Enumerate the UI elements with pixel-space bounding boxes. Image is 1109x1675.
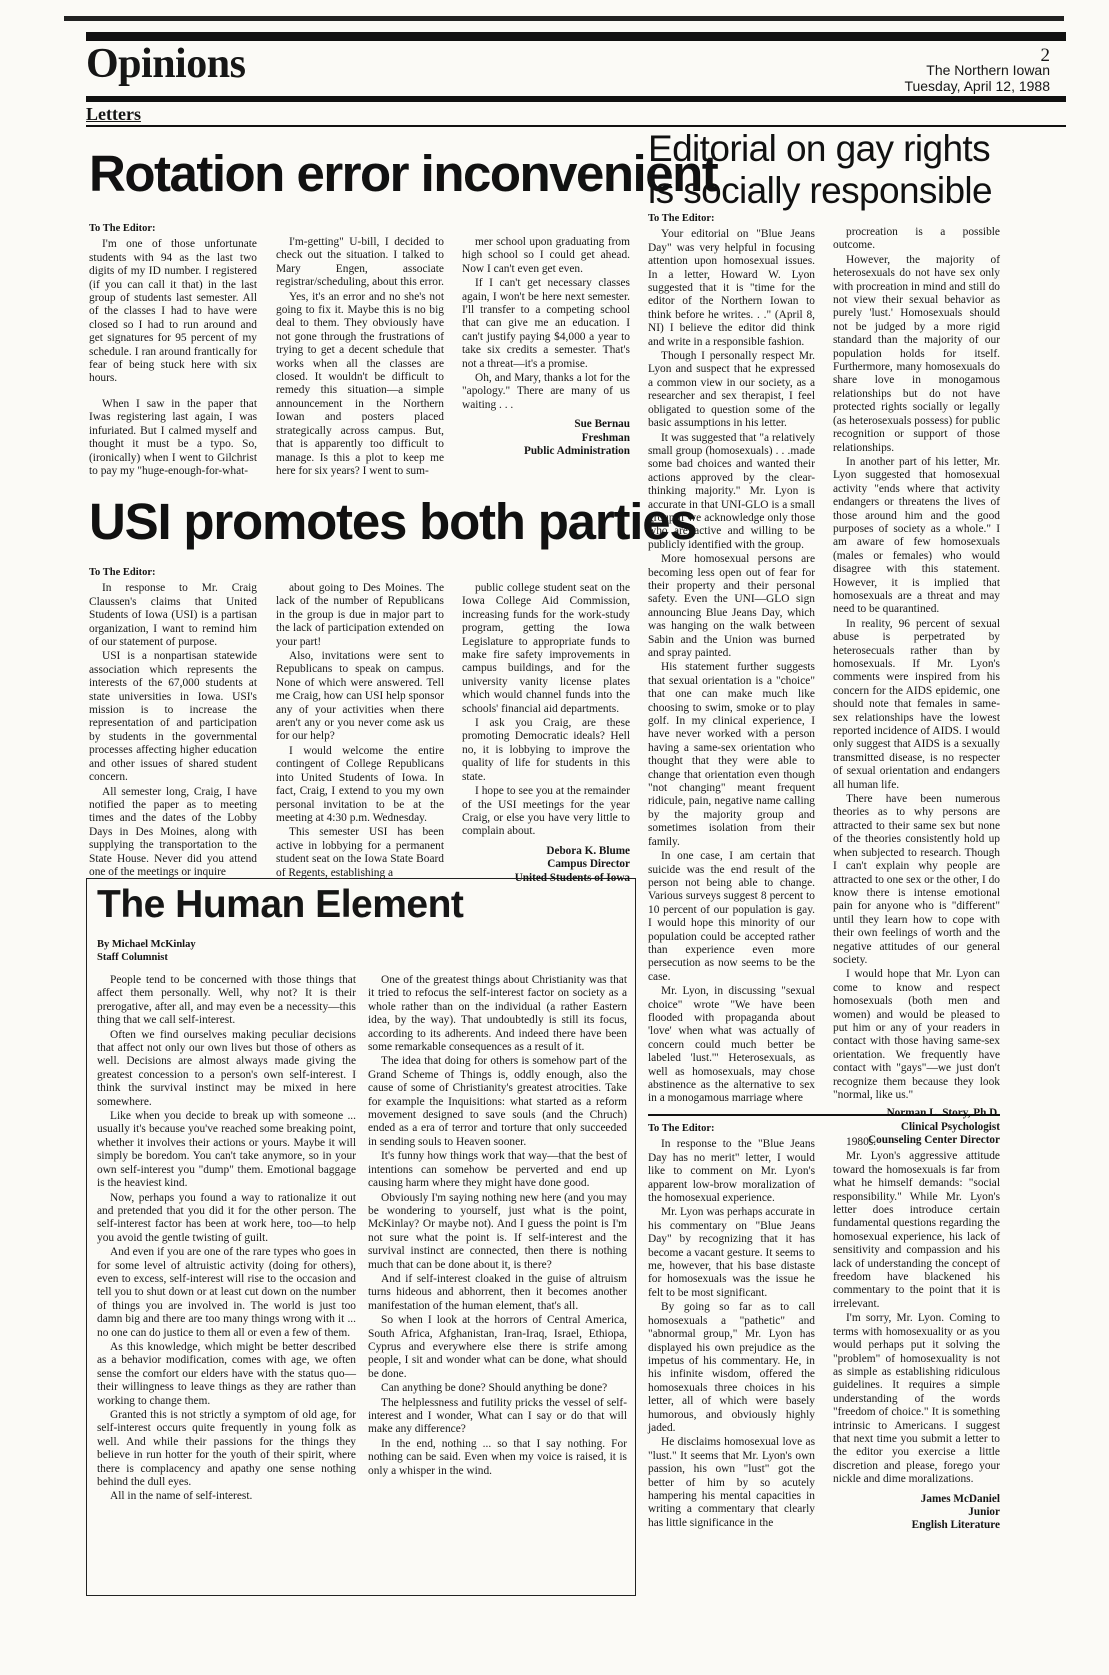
paragraph: Your editorial on "Blue Jeans Day" was very helpful in focusing attention upon homosexual issues. In a letter, Howard W. Lyon suggested that it is "time for the editor of the Northern Iowan to think before he writes. . ." (April 8, NI) I believe the editor did think and write in a responsible fashion. (648, 228, 815, 348)
top-rule (64, 16, 1064, 21)
salutation: To The Editor: (648, 213, 715, 224)
letter-column-3 (462, 582, 630, 884)
paragraph: By going so far as to call homosexuals a "pathetic" and "abnormal group," Mr. Lyon has displayed his own prejudice as the impetus of his commentary. He, in his infinite wisdom, offered the homosexuals three choices in his letter, all of which were basely humorous, and obviously highly jaded. (648, 1301, 815, 1434)
paragraph: Though I personally respect Mr. Lyon and suspect that he expressed a common view in our society, as a researcher and sex therapist, I feel obligated to question some of the basic assumptions in his letter. (648, 350, 815, 430)
paragraph: It's funny how things work that way—that the best of intentions can somehow be perverted and end up causing harm where they might have done good. (368, 1150, 627, 1190)
author-detail: Campus Director (547, 858, 630, 871)
byline-role: Staff Columnist (97, 952, 168, 963)
paragraph: procreation is a possible outcome. (833, 226, 1000, 252)
paragraph: Oh, and Mary, thanks a lot for the "apology." There are many of us waiting . . . (462, 372, 630, 411)
paragraph: The helplessness and futility pricks the vessel of self-interest and I wonder, What can I say or do that will make any difference? (368, 1396, 627, 1436)
paragraph: If I can't get necessary classes again, I won't be here next semester. I'll transfer to a competing school that can give me an education. I can't justify paying $4,000 a year to take six credits a semester. That's not a threat—it's a promise. (462, 277, 630, 370)
headline-line-2: is socially responsible (648, 170, 993, 211)
letter-column-2 (276, 236, 444, 504)
paragraph: Now, perhaps you found a way to rationalize it out and pretended that you did it for the other person. The self-interest factor has been at work here, too—to help you avoid the gentle twisting of guilt. (97, 1191, 356, 1244)
author-name: James McDaniel (920, 1492, 1000, 1505)
paragraph: I'm sorry, Mr. Lyon. Coming to terms with homosexuality or as you would perhaps put it solving the "problem" of homosexuality is not as simple as establishing ridiculous guidelines. It requires a simple understanding of the words "freedom of choice." It is something intrinsic to Americans. I suggest that next time you submit a letter to the editor you exercise a little discretion and please, forego your nickle and dime moralizations. (833, 1312, 1000, 1486)
paragraph: Often we find ourselves making peculiar decisions that affect not only our own lives but those of others as well. Decisions are almost always made giving the greatest concession to a person's own self-interest. I think the survival instinct may be mixed in here somewhere. (97, 1028, 356, 1108)
paragraph: So when I look at the horrors of Central America, South Africa, Afghanistan, Iran-Iraq, Israel, Ethiopa, Cyprus and everywhere else there is strife among people, I sit and wonder what can be done, what should be done. (368, 1314, 627, 1380)
paragraph: 1980s. (846, 1136, 877, 1148)
author-detail: Counseling Center Director (868, 1134, 1000, 1147)
letter-column-2 (833, 1136, 1000, 1604)
salutation: To The Editor: (648, 1123, 715, 1134)
author-detail: Public Administration (524, 445, 630, 458)
paragraph: about going to Des Moines. The lack of the number of Republicans in the group is due in major part to the lack of participation extended on your part! (276, 582, 444, 648)
paragraph: One of the greatest things about Christianity was that it tried to refocus the self-interest factor on society as a whole rather than on the individual (a rather Eastern idea, by the way). That undoubtedly is still its focus, according to its adherents. And indeed there have been some remarkable consequences as a result of it. (368, 974, 627, 1054)
salutation: To The Editor: (89, 567, 156, 578)
paragraph: His statement further suggests that sexual orientation is a "choice" that one can make much like choosing to swim, smoke or to play golf. In my clinical experience, I have never worked with a person having a same-sex orientation who thought that they were able to change that orientation even though "not changing" meant frequent ridicule, pain, negative name calling by the majority group and sometimes isolation from their family. (648, 661, 815, 848)
author-name: Debora K. Blume (546, 844, 630, 857)
column-text-2 (368, 974, 627, 1590)
paragraph: More homosexual persons are becoming less open out of fear for their property and their personal safety. Even the UNI—GLO sign announcing Blue Jeans Day, which was hanging on the walk between Sabin and the Union was burned and spray painted. (648, 553, 815, 659)
headline: Rotation error inconvenient (89, 145, 718, 202)
paragraph: I'm-getting" U-bill, I decided to check out the situation. I talked to Mary Engen, associate registrar/scheduling, about this error. (276, 236, 444, 289)
author-detail: Clinical Psychologist (900, 1120, 1000, 1133)
paragraph: And even if you are one of the rare types who goes in for some level of altruistic activity (doing for others), even to excess, self-interest will rise to the occasion and tell you to shut down or at least cut down on the number of things you are involved in. The world is just too damn big and there are too many things wrong with it ... no one can do justice to them all or even a few of them. (97, 1246, 356, 1339)
paragraph: In reality, 96 percent of sexual abuse is perpetrated by heterosecuals rather than by homosexuals. If Mr. Lyon's comments were inspired from his concern for the AIDS epidemic, one should note that females in same-sex relationships have the lowest reported incidence of AIDS. I would only suggest that AIDS is a sexually transmitted disease, is no respecter of sexual orientation and endangers all human life. (833, 617, 1000, 791)
paragraph: People tend to be concerned with those things that affect them personally. Well, why not? It is their prerogative, after all, and may even be a necessity—this thing that we call self-interest. (97, 974, 356, 1027)
letter-column-1 (648, 212, 815, 1110)
letter-column-1 (89, 222, 257, 504)
paragraph: And if self-interest cloaked in the guise of altruism turns hideous and abhorrent, then it becomes another manifestation of the human element, that's all. (368, 1272, 627, 1312)
column-title: The Human Element (97, 883, 464, 926)
masthead-bottom-rule (86, 96, 1066, 102)
paragraph: mer school upon graduating from high school so I could get ahead. Now I can't even get even. (462, 236, 630, 275)
paragraph: Mr. Lyon was perhaps accurate in his commentary on "Blue Jeans Day" by recognizing that it has become a vacant gesture. It seems to me, however, that his base distaste for homosexuals was the issue he felt to be most significant. (648, 1206, 815, 1299)
paragraph: public college student seat on the Iowa College Aid Commission, increasing funds for the work-study program, getting the Iowa Legislature to appropriate funds to make fire safety improvements in campus buildings, and for the university vanity license plates which would channel funds into the schools' financial aid departments. (462, 582, 630, 715)
paragraph: Also, invitations were sent to Republicans to speak on campus. None of which were answered. Tell me Craig, how can USI help sponsor any of your activities when there aren't any or you never come ask us for our help? (276, 650, 444, 743)
paragraph: There have been numerous theories as to why persons are attracted to their same sex but none of the theories consistently hold up when subjected to research. Though I can't explain why people are attracted to one sex or the other, I do know there is intense emotional pain for anyone who is "different" until they learn how to cope with their own feelings of worth and the negative attitudes of our general society. (833, 793, 1000, 966)
signature (833, 1493, 1000, 1533)
author-detail: English Literature (911, 1519, 1000, 1532)
signature (462, 418, 630, 458)
salutation: To The Editor: (89, 223, 156, 234)
paragraph: However, the majority of heterosexuals do not have sex only with procreation in mind and still do not view their sexual behavior as purely 'lust.' Homosexuals should not be judged by a more rigid standard than the majority of our population holds for itself. Furthermore, many homosexuals do share love in monogamous relationships but do not have protected rights socially or legally (as heterosexuals possess) for public recognition or support of those relationships. (833, 253, 1000, 454)
issue-date: Tuesday, April 12, 1988 (904, 78, 1050, 94)
paper-name: The Northern Iowan (926, 62, 1050, 78)
paragraph: Like when you decide to break up with someone ... usually it's because you've reached some breaking point, whether it involves their actions or yours. Maybe it will simply be boredom. You can't take anymore, so in your own self-interest you "dump" them. Emotional baggage is the heaviest kind. (97, 1110, 356, 1190)
author-detail: United Students of Iowa (514, 871, 630, 884)
author-detail: Junior (968, 1505, 1000, 1518)
paragraph: I would welcome the entire contingent of College Republicans into United Students of Iowa. In fact, Craig, I extend to you my own personal invitation to be at the meeting at 4:30 p.m. Wednesday. (276, 744, 444, 824)
letter-column-1 (648, 1122, 815, 1604)
paragraph: In another part of his letter, Mr. Lyon suggested that homosexual activity "ends where that activity endangers or threatens the lives of those around him and the good purposes of society as a whole." I am aware of few homosexuals (males or females) who would disagree with this statement. However, it is implied that homosexuals are a threat and may need to be quarantined. (833, 455, 1000, 616)
headline-line-1: Editorial on gay rights (648, 128, 990, 169)
paragraph: I would hope that Mr. Lyon can come to know and respect homosexuals (both men and women) and would be pleased to put him or any of your readers in contact with those having same-sex orientation. We frequently have contact with "gays"—we just don't recognize them because they look "normal, like us." (833, 968, 1000, 1101)
letters-rule (86, 125, 1066, 127)
letter-column-2 (276, 582, 444, 879)
headline: USI promotes both parties (89, 493, 697, 550)
paragraph: All semester long, Craig, I have notified the paper as to meeting times and the dates of the Lobby Days in Des Moines, along with supplying the transportation to the State House. Never did you attend one of the meetings or inquire (89, 785, 257, 878)
paragraph: Granted this is not strictly a symptom of old age, for self-interest occurs quite frequently in young folk as well. And while their passions for the things they believe in run hotter for the youth of their spirit, where there is complacency and apathy one sense nothing behind the dull eyes. (97, 1409, 356, 1489)
top-rule-thick (86, 32, 1066, 41)
paragraph: Mr. Lyon's aggressive attitude toward the homosexuals is far from what he himself demands: "social responsibility." While Mr. Lyon's letter does introduce certain fundamental questions regarding the homosexual experience, his lack of sensitivity and compassion and his lack of understanding the concept of freedom have blackened his commentary to the point that it is irrelevant. (833, 1150, 1000, 1310)
letter-column-1 (89, 566, 257, 878)
section-divider (648, 1114, 1000, 1116)
page-number: 2 (1040, 45, 1050, 66)
paragraph: I ask you Craig, are these promoting Democratic ideals? Hell no, it is lobbying to improve the quality of life for students in this state. (462, 717, 630, 783)
paragraph: In the end, nothing ... so that I say nothing. For nothing can be said. Even when my voice is raised, it is only a whisper in the wind. (368, 1437, 627, 1477)
paragraph: When I saw in the paper that Iwas registering last again, I was infuriated. But I calmed myself and thought it must be a typo. So, (ironically) when I went to Gilchrist to pay my "huge-enough-for-what- (89, 397, 257, 477)
paragraph: He disclaims homosexual love as "lust." It seems that Mr. Lyon's own passion, his own "lust" got the better of him by so acutely hampering his mental capacities in writing a commentary that clearly has little significance in the (648, 1436, 815, 1529)
byline: By Michael McKinlay (97, 939, 196, 950)
paragraph: It was suggested that "a relatively small group (homosexuals) . . .made some bad choices and wanted their actions approved by the clear-thinking majority." Mr. Lyon is accurate in that UNI-GLO is a small group if we acknowledge only those who are active and willing to be publicly identified with the group. (648, 431, 815, 551)
column-text-1 (97, 974, 356, 1590)
paragraph: In response to the "Blue Jeans Day has no merit" letter, I would like to comment on Mr. Lyon's apparent low-brow moralization of the homosexual experience. (648, 1138, 815, 1205)
paragraph: Yes, it's an error and no she's not going to fix it. Maybe this is no big deal to them. They obviously have not gone through the frustrations of trying to get a decent schedule that works when all the classes are closed. It wouldn't be difficult to remedy this situation—a simple announcement in the Northern Iowan and posters placed strategically across campus. But, that is apparently too difficult to manage. Is this a plot to keep me here for six years? I went to sum- (276, 290, 444, 477)
paragraph: I'm one of those unfortunate students with 94 as the last two digits of my ID number. I registered (if you can call it that) in the last group of students last semester. All of the classes I had to have were closed so I had to run around and get signatures for 95 percent of my schedule. I ran around frantically for fear of being stuck here with six hours. (89, 238, 257, 385)
letters-label: Letters (86, 104, 141, 124)
paragraph: Obviously I'm saying nothing new here (and you may be wondering to yourself, just what is the point, McKinlay? Or maybe not). And I guess the point is I'm not sure what the point is. If self-interest and the survival instinct are connected, then there is nothing much that can be done about it, is there? (368, 1191, 627, 1271)
paragraph: Can anything be done? Should anything be done? (381, 1382, 608, 1395)
paragraph: In response to Mr. Craig Claussen's claims that United Students of Iowa (USI) is a partisan organization, I want to remind him of our statement of purpose. (89, 582, 257, 649)
letter-column-3 (462, 236, 630, 504)
author-detail: Freshman (581, 431, 630, 444)
paragraph: Mr. Lyon, in discussing "sexual choice" wrote "We have been flooded with propaganda about 'love' when what was actually of concern could much better be labeled 'lust.'" Heterosexuals, as well as homosexuals, may chose abstinence as the alternative to sex in a monogamous marriage where (648, 985, 815, 1105)
paragraph: In one case, I am certain that suicide was the end result of the person not being able to change. Various surveys suggest 8 percent to 10 percent of our population is gay. I would hope this minority of our population could be accepted rather than experience even more persecution as now seems to be the case. (648, 850, 815, 983)
paragraph: All in the name of self-interest. (110, 1490, 253, 1503)
paragraph: As this knowledge, which might be better described as a behavior modification, comes with age, we often sense the comfort our elders have with the status quo—their willingness to leave things as they are rather than working to change them. (97, 1340, 356, 1407)
paragraph: This semester USI has been active in lobbying for a permanent student seat on the Iowa State Board of Regents, establishing a (276, 826, 444, 879)
section-title: Opinions (86, 41, 246, 87)
author-name: Sue Bernau (574, 418, 630, 431)
paragraph: USI is a nonpartisan statewide association which represents the interests of the 67,000 students at state universities in Iowa. USI's mission is to increase the representation of and participation by students in the governmental processes affecting higher education and other issues of shared student concern. (89, 650, 257, 784)
paragraph: I hope to see you at the remainder of the USI meetings for the year Craig, or else you have very little to complain about. (462, 785, 630, 838)
paragraph: The idea that doing for others is somehow part of the Grand Scheme of Things is, oddly enough, also the cause of some of Christianity's greatest atrocities. Take for example the Inquisitions: what started as a reform movement designed to save souls (and the Chruch) ended as a era of terror and torture that only succeeded in sending souls to Heaven sooner. (368, 1055, 627, 1148)
